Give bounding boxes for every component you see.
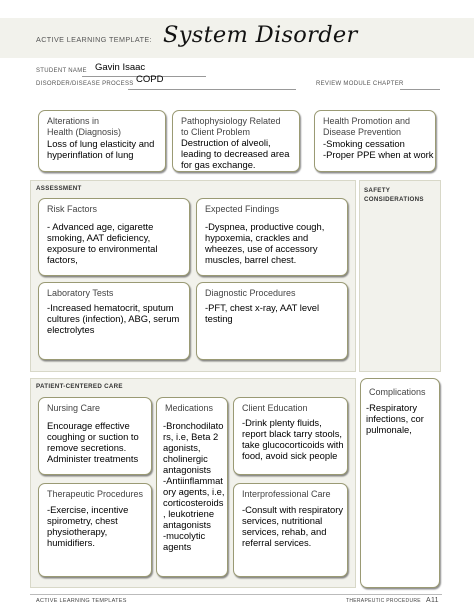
health-promotion-box[interactable] [314,110,436,172]
complications-heading: Complications [369,387,426,397]
medications-content: -Bronchodilato rs, i.e, Beta 2 agonists, cholinergic antagonists -Antiinflammat ory agents, i.e, corticosteroids , leukotriene antagonists -mucolytic agents [163,420,225,552]
health-promotion-content: -Smoking cessation -Proper PPE when at work [323,138,434,160]
medications-heading: Medications [165,403,214,413]
laboratory-tests-content: -Increased hematocrit, sputum cultures (infection), ABG, serum electrolytes [47,302,180,335]
health-promotion-heading: Health Promotion and Disease Prevention [323,116,411,137]
template-title: System Disorder [163,22,358,48]
client-education-heading: Client Education [242,403,308,413]
expected-findings-box[interactable] [196,198,348,276]
footer-page-number: A11 [426,597,439,604]
laboratory-tests-box[interactable] [38,282,190,360]
student-name-label: STUDENT NAME [36,68,87,74]
risk-factors-box[interactable] [38,198,190,276]
interprofessional-care-box[interactable] [233,483,348,577]
review-label: REVIEW MODULE CHAPTER [316,81,404,87]
interprofessional-care-heading: Interprofessional Care [242,489,331,499]
footer-rule [30,594,442,595]
diagnostic-procedures-content: -PFT, chest x-ray, AAT level testing [205,302,320,324]
pathophysiology-content: Destruction of alveoli, leading to decreased area for gas exchange. [181,137,290,170]
diagnostic-procedures-heading: Diagnostic Procedures [205,288,296,298]
complications-box[interactable] [360,378,440,588]
diagnostic-procedures-box[interactable] [196,282,348,360]
pathophysiology-heading: Pathophysiology Related to Client Problem [181,116,281,137]
footer-left: ACTIVE LEARNING TEMPLATES [36,598,127,604]
therapeutic-procedures-box[interactable] [38,483,152,577]
alterations-heading: Alterations in Health (Diagnosis) [47,116,122,137]
medications-box[interactable] [156,397,228,577]
interprofessional-care-content: -Consult with respiratory services, nutritional services, rehab, and referral services. [242,504,344,548]
expected-findings-content: -Dyspnea, productive cough, hypoxemia, crackles and wheezes, use of accessory muscles, barrel chest. [205,221,325,265]
pathophysiology-box[interactable] [172,110,300,172]
alterations-box[interactable] [38,110,166,172]
assessment-label: ASSESSMENT [36,185,82,192]
template-prefix: ACTIVE LEARNING TEMPLATE: [36,35,152,44]
client-education-content: -Drink plenty fluids, report black tarry stools, take glucocorticoids with food, avoid sick people [242,417,344,461]
client-education-box[interactable] [233,397,348,475]
review-line [400,89,440,90]
risk-factors-content: - Advanced age, cigarette smoking, AAT deficiency, exposure to environmental factors, [47,221,158,265]
nursing-care-content: Encourage effective coughing or suction to remove secretions. Administer treatments [47,420,139,464]
risk-factors-heading: Risk Factors [47,204,98,214]
laboratory-tests-heading: Laboratory Tests [47,288,114,298]
disorder-label: DISORDER/DISEASE PROCESS [36,81,134,87]
footer-right-label: THERAPEUTIC PROCEDURE [346,598,421,604]
nursing-care-heading: Nursing Care [47,403,101,413]
safety-section [359,180,441,372]
student-name-value[interactable]: Gavin Isaac [95,62,146,73]
complications-content: -Respiratory infections, cor pulmonale, [366,402,424,435]
patient-care-label: PATIENT-CENTERED CARE [36,383,123,390]
therapeutic-procedures-heading: Therapeutic Procedures [47,489,144,499]
expected-findings-heading: Expected Findings [205,204,280,214]
nursing-care-box[interactable] [38,397,152,475]
alterations-content: Loss of lung elasticity and hyperinflation of lung [47,138,155,160]
therapeutic-procedures-content: -Exercise, incentive spirometry, chest physiotherapy, humidifiers. [47,504,129,548]
disorder-line [128,89,296,90]
disorder-value[interactable]: COPD [136,74,164,85]
safety-label: SAFETY CONSIDERATIONS [364,187,424,203]
